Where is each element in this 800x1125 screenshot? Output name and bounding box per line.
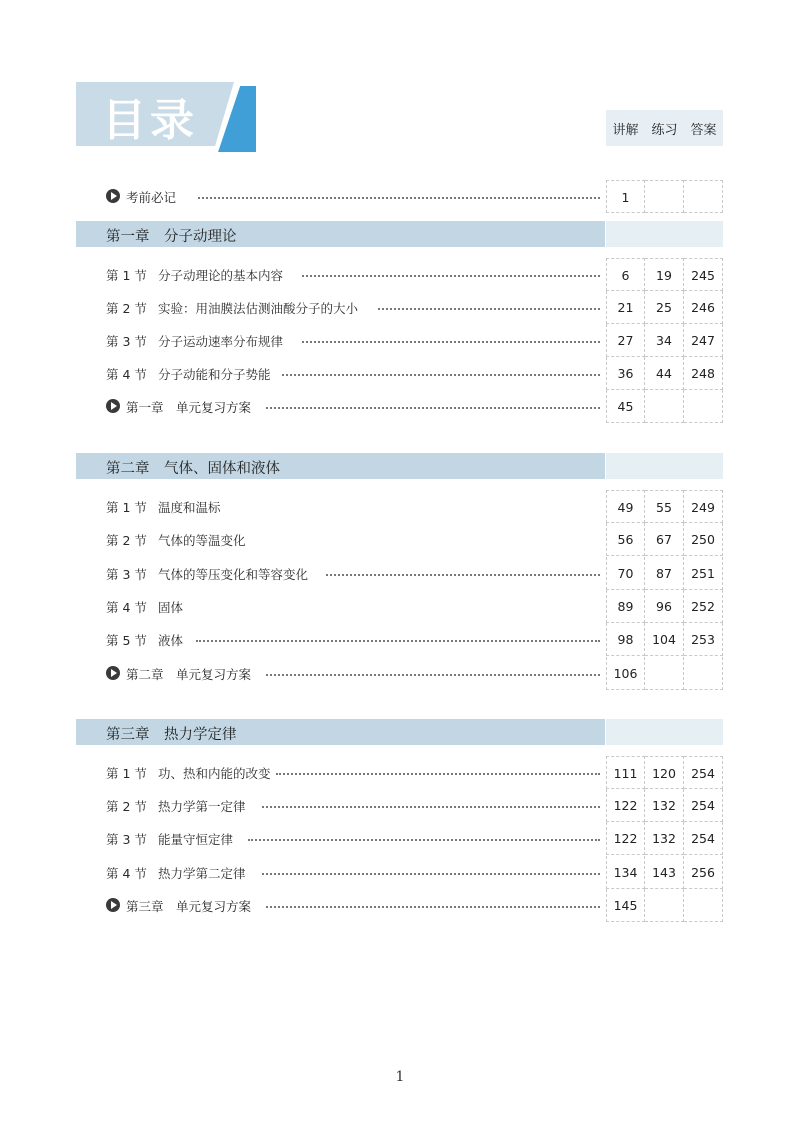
page-cell-practice	[645, 180, 684, 213]
chapter-header	[76, 719, 724, 745]
toc-row-review[interactable]	[76, 390, 724, 423]
page-title: 目录	[102, 95, 198, 146]
toc-row-section[interactable]	[76, 324, 724, 357]
page-cell-explain: 1	[606, 180, 645, 213]
leader-dots	[302, 275, 600, 277]
section-number: 第 3 节	[106, 567, 147, 582]
play-bullet-icon	[106, 666, 120, 680]
toc-row-section[interactable]	[76, 822, 724, 855]
page-cell-answer: 256	[684, 856, 723, 889]
toc-row-section[interactable]	[76, 756, 724, 789]
chapter-bar-extension	[606, 719, 723, 745]
page-cell-practice: 44	[645, 357, 684, 390]
toc-row-section[interactable]	[76, 523, 724, 556]
page-cell-explain: 45	[606, 390, 645, 423]
review-label: 第二章 单元复习方案	[126, 667, 252, 682]
leader-dots	[326, 574, 600, 576]
play-bullet-icon	[106, 898, 120, 912]
page-cell-answer: 253	[684, 623, 723, 656]
page-cell-explain: 89	[606, 590, 645, 623]
page-cell-practice: 120	[645, 756, 684, 789]
section-number: 第 3 节	[106, 334, 147, 349]
chapter-header	[76, 453, 724, 479]
section-title: 分子动理论的基本内容	[158, 268, 284, 283]
toc-row-intro[interactable]	[76, 180, 724, 213]
section-number: 第 5 节	[106, 633, 147, 648]
page-cell-explain: 56	[606, 523, 645, 556]
page-cell-explain: 49	[606, 490, 645, 523]
page-cell-answer: 251	[684, 557, 723, 590]
section-title: 热力学第一定律	[158, 799, 246, 814]
page-cell-answer: 254	[684, 822, 723, 855]
page-cell-answer	[684, 657, 723, 690]
page-cell-answer: 250	[684, 523, 723, 556]
leader-dots	[262, 806, 600, 808]
section-number: 第 4 节	[106, 600, 147, 615]
page-cells	[606, 889, 723, 922]
chapter-bar-extension	[606, 221, 723, 247]
page-cells	[606, 623, 723, 656]
page-cell-explain: 122	[606, 789, 645, 822]
toc-row-review[interactable]	[76, 657, 724, 690]
page-cells	[606, 180, 723, 213]
page-cell-explain: 21	[606, 291, 645, 324]
toc-row-review[interactable]	[76, 889, 724, 922]
page-cell-answer: 248	[684, 357, 723, 390]
page-cells	[606, 357, 723, 390]
leader-dots	[248, 839, 600, 841]
page-cell-answer: 246	[684, 291, 723, 324]
section-title: 液体	[158, 633, 184, 648]
page-cell-practice	[645, 657, 684, 690]
section-title: 能量守恒定律	[158, 832, 234, 847]
page-cell-explain: 134	[606, 856, 645, 889]
page-cell-explain: 36	[606, 357, 645, 390]
page-cells	[606, 657, 723, 690]
section-title: 气体的等压变化和等容变化	[158, 567, 309, 582]
page-cell-answer: 254	[684, 789, 723, 822]
column-headers	[606, 110, 723, 146]
page-cells	[606, 789, 723, 822]
toc-row-section[interactable]	[76, 856, 724, 889]
section-number: 第 1 节	[106, 268, 147, 283]
section-title: 分子运动速率分布规律	[158, 334, 284, 349]
page-cells	[606, 822, 723, 855]
leader-dots	[198, 197, 600, 199]
section-title: 实验：用油膜法估测油酸分子的大小	[158, 301, 359, 316]
section-number: 第 2 节	[106, 301, 147, 316]
page-cell-answer: 249	[684, 490, 723, 523]
page-cells	[606, 523, 723, 556]
chapter-title: 第三章 热力学定律	[106, 727, 237, 743]
review-label: 第三章 单元复习方案	[126, 899, 252, 914]
toc-entry-label: 考前必记	[126, 190, 177, 205]
column-header-explain: 讲解	[612, 122, 639, 138]
page-cells	[606, 557, 723, 590]
page-cell-practice: 132	[645, 789, 684, 822]
page-cell-practice: 87	[645, 557, 684, 590]
page-cells	[606, 756, 723, 789]
page-cell-explain: 106	[606, 657, 645, 690]
section-number: 第 2 节	[106, 799, 147, 814]
page-cell-explain: 98	[606, 623, 645, 656]
page-cells	[606, 258, 723, 291]
toc-row-section[interactable]	[76, 490, 724, 523]
play-bullet-icon	[106, 399, 120, 413]
section-number: 第 1 节	[106, 500, 147, 515]
page-cell-practice: 55	[645, 490, 684, 523]
page-cells	[606, 590, 723, 623]
page-cell-practice: 67	[645, 523, 684, 556]
page-number: 1	[395, 1069, 405, 1085]
play-bullet-icon	[106, 189, 120, 203]
page-cell-practice: 143	[645, 856, 684, 889]
page-cell-answer: 247	[684, 324, 723, 357]
leader-dots	[378, 308, 600, 310]
toc-row-section[interactable]	[76, 357, 724, 390]
page-cell-explain: 27	[606, 324, 645, 357]
toc-row-section[interactable]	[76, 623, 724, 656]
section-number: 第 2 节	[106, 533, 147, 548]
leader-dots	[266, 674, 600, 676]
leader-dots	[196, 640, 600, 642]
page-cells	[606, 856, 723, 889]
toc-row-section[interactable]	[76, 291, 724, 324]
page-cell-answer: 252	[684, 590, 723, 623]
section-number: 第 1 节	[106, 766, 147, 781]
section-title: 固体	[158, 600, 184, 615]
page-cells	[606, 490, 723, 523]
leader-dots	[266, 407, 600, 409]
page-cells	[606, 390, 723, 423]
page-cell-answer	[684, 180, 723, 213]
page-cell-practice: 132	[645, 822, 684, 855]
page-cell-answer: 245	[684, 258, 723, 291]
page-cell-answer: 254	[684, 756, 723, 789]
page-cell-answer	[684, 889, 723, 922]
page-cells	[606, 324, 723, 357]
leader-dots	[266, 906, 600, 908]
page-cell-explain: 70	[606, 557, 645, 590]
page-cell-explain: 6	[606, 258, 645, 291]
section-title: 分子动能和分子势能	[158, 367, 271, 382]
chapter-title: 第二章 气体、固体和液体	[106, 461, 280, 477]
page-cell-practice	[645, 390, 684, 423]
section-number: 第 4 节	[106, 367, 147, 382]
section-number: 第 4 节	[106, 866, 147, 881]
section-title: 气体的等温变化	[158, 533, 246, 548]
chapter-title: 第一章 分子动理论	[106, 229, 237, 245]
page-cell-explain: 122	[606, 822, 645, 855]
column-header-practice: 练习	[651, 122, 678, 138]
toc-row-section[interactable]	[76, 557, 724, 590]
leader-dots	[276, 773, 600, 775]
leader-dots	[262, 873, 600, 875]
section-title: 温度和温标	[158, 500, 221, 515]
section-title: 功、热和内能的改变	[158, 766, 271, 781]
section-title: 热力学第二定律	[158, 866, 246, 881]
page-cell-explain: 111	[606, 756, 645, 789]
page-cell-practice: 34	[645, 324, 684, 357]
page-cell-practice: 104	[645, 623, 684, 656]
leader-dots	[282, 374, 600, 376]
page-cell-answer	[684, 390, 723, 423]
page-cell-practice: 25	[645, 291, 684, 324]
page-cell-explain: 145	[606, 889, 645, 922]
page-cells	[606, 291, 723, 324]
column-header-answer: 答案	[690, 122, 717, 138]
chapter-bar-extension	[606, 453, 723, 479]
toc-row-section[interactable]	[76, 590, 724, 623]
chapter-header	[76, 221, 724, 247]
page-cell-practice: 96	[645, 590, 684, 623]
page-cell-practice	[645, 889, 684, 922]
toc-row-section[interactable]	[76, 258, 724, 291]
review-label: 第一章 单元复习方案	[126, 400, 252, 415]
section-number: 第 3 节	[106, 832, 147, 847]
toc-row-section[interactable]	[76, 789, 724, 822]
page-cell-practice: 19	[645, 258, 684, 291]
leader-dots	[302, 341, 600, 343]
